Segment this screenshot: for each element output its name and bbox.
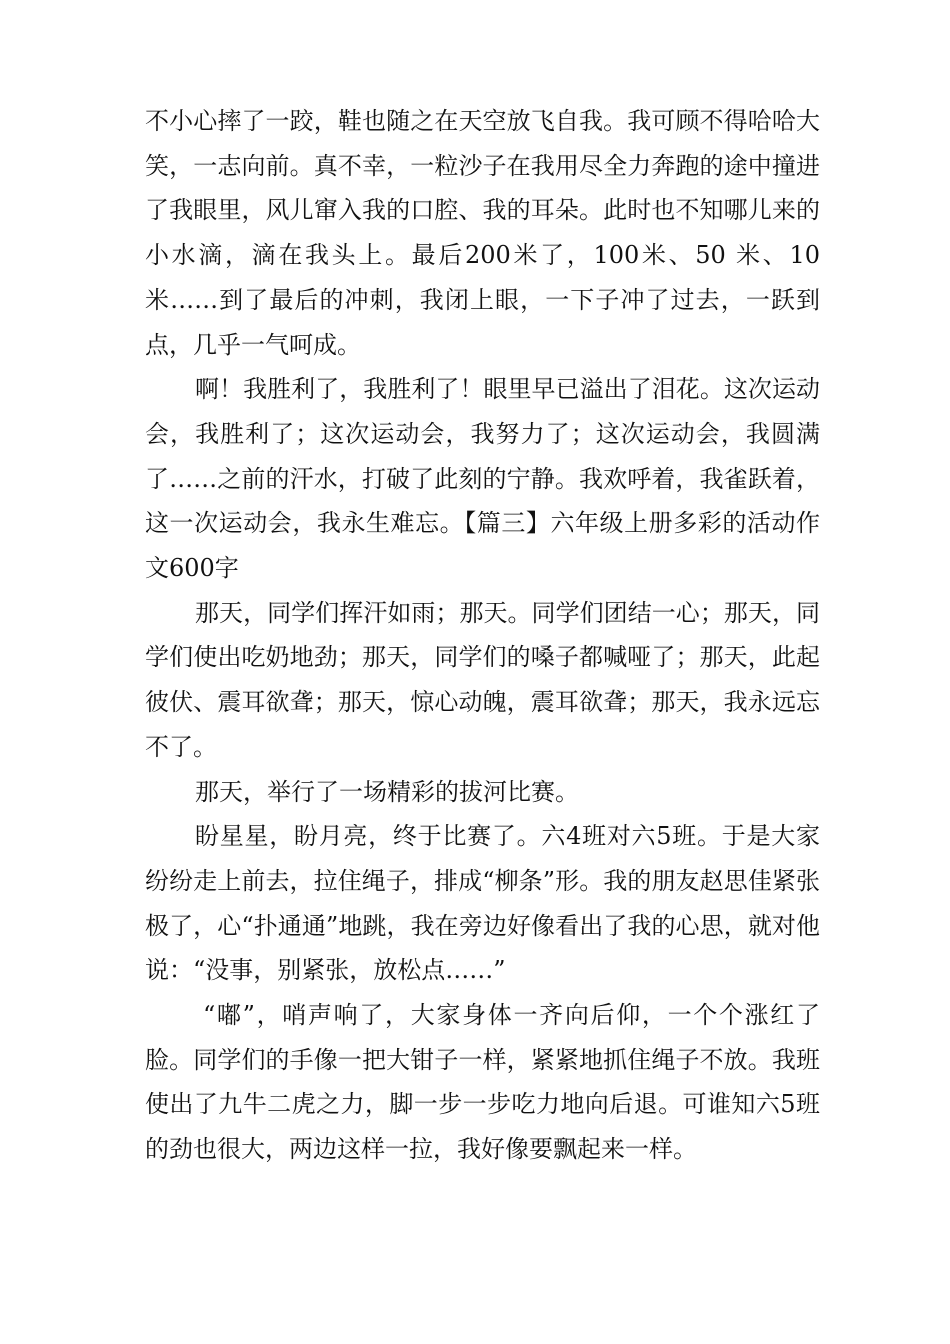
paragraph-1: 不小心摔了一跤，鞋也随之在天空放飞自我。我可顾不得哈哈大笑，一志向前。真不幸，一粒沙子在我用尽全力奔跑的途中撞进了我眼里，风儿窜入我的口腔、我的耳朵。此时也不知哪儿来的小水滴，滴在我头上。最后200米了，100米、50 米、10 米……到了最后的冲刺，我闭上眼，一下子冲了过去，一跃到点，几乎一气呵成。 <box>145 107 820 359</box>
paragraph-6: “嘟”，哨声响了，大家身体一齐向后仰，一个个涨红了脸。同学们的手像一把大钳子一样，紧紧地抓住绳子不放。我班使出了九牛二虎之力，脚一步一步吃力地向后退。可谁知六5班的劲也很大，两边这样一拉，我好像要飘起来一样。 <box>145 1001 820 1164</box>
paragraph-3: 那天，同学们挥汗如雨；那天。同学们团结一心；那天，同学们使出吃奶地劲；那天，同学们的嗓子都喊哑了；那天，此起彼伏、震耳欲聋；那天，惊心动魄，震耳欲聋；那天，我永远忘不了。 <box>145 598 820 761</box>
document-body <box>145 99 820 1172</box>
paragraph-4: 那天，举行了一场精彩的拔河比赛。 <box>195 777 579 806</box>
paragraph-2: 啊！我胜利了，我胜利了！眼里早已溢出了泪花。这次运动会，我胜利了；这次运动会，我努力了；这次运动会，我圆满了……之前的汗水，打破了此刻的宁静。我欢呼着，我雀跃着，这一次运动会，我永生难忘。【篇三】六年级上册多彩的活动作文600字 <box>145 375 820 583</box>
paragraph-5: 盼星星，盼月亮，终于比赛了。六4班对六5班。于是大家纷纷走上前去，拉住绳子，排成“柳条”形。我的朋友赵思佳紧张极了，心“扑通通”地跳，我在旁边好像看出了我的心思，就对他说：“没事，别紧张，放松点……” <box>145 822 820 985</box>
